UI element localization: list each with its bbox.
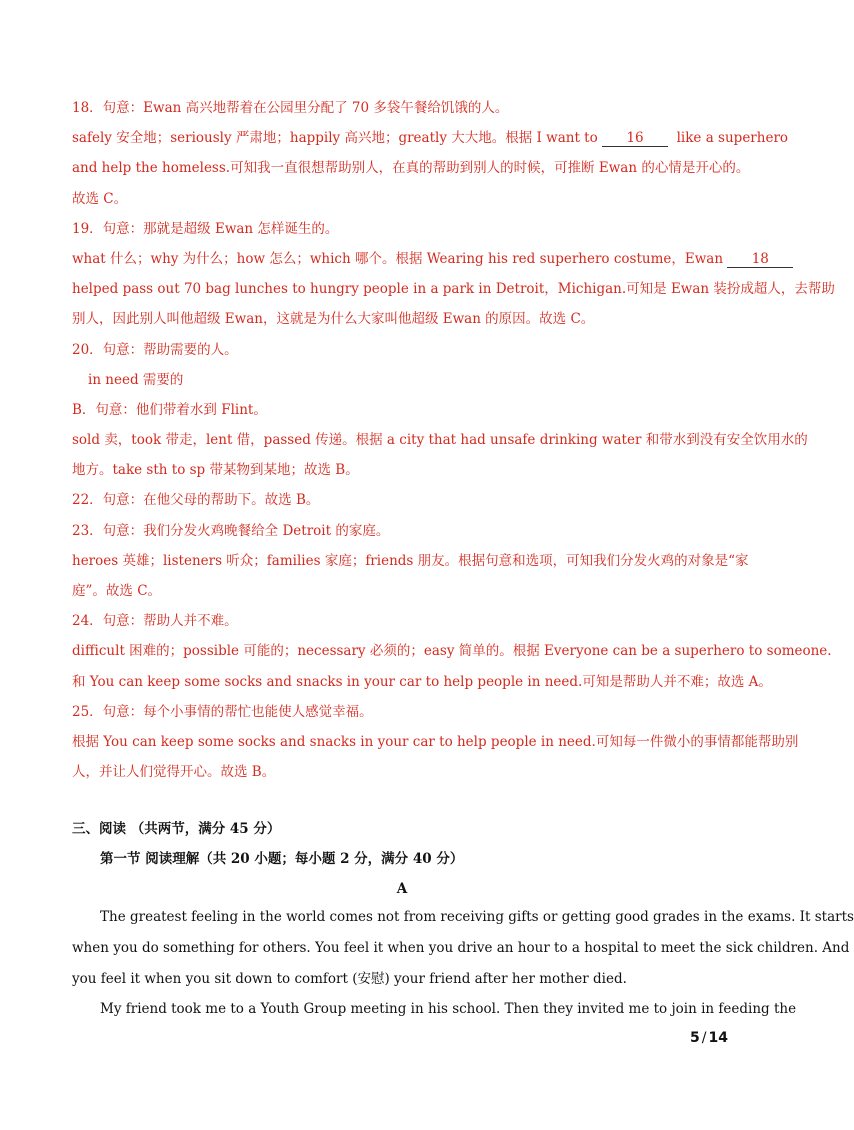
answer-line: 18．句意：Ewan 高兴地帮着在公园里分配了 70 多袋午餐给饥饿的人。: [72, 100, 509, 116]
answer-text: like a superhero: [668, 130, 789, 147]
answer-text: safely 安全地；seriously 严肃地；happily 高兴地；greatly 大大地。根据 I want to: [72, 130, 603, 147]
answer-line: sold 卖，took 带走，lent 借，passed 传递。根据 a city that had unsafe drinking water 和带水到没有安全饮用水的: [72, 432, 808, 449]
answer-line: 24．句意：帮助人并不难。: [72, 613, 238, 630]
answer-line: difficult 困难的；possible 可能的；necessary 必须的；easy 简单的。根据 Everyone can be a superhero to someone.: [72, 643, 832, 660]
answer-line: B．句意：他们带着水到 Flint。: [72, 401, 267, 418]
answer-explanations: [72, 97, 835, 791]
answer-line: heroes 英雄；listeners 听众；families 家庭；friends 朋友。根据句意和选项，可知我们分发火鸡的对象是“家: [72, 552, 749, 569]
answer-line: 23．句意：我们分发火鸡晚餐给全 Detroit 的家庭。: [72, 522, 390, 539]
passage-line: you feel it when you sit down to comfort (安慰) your friend after her mother died.: [72, 970, 627, 987]
fill-blank: 16: [602, 130, 668, 147]
fill-blank: 18: [727, 251, 793, 268]
answer-line: 22．句意：在他父母的帮助下。故选 B。: [72, 492, 320, 509]
answer-line: 20．句意：帮助需要的人。: [72, 341, 238, 358]
section-title: 三、阅读 （共两节，满分 45 分）: [72, 821, 281, 837]
answer-line: helped pass out 70 bag lunches to hungry people in a park in Detroit，Michigan.可知是 Ewan 装扮成超人，去帮助: [72, 281, 835, 298]
answer-line: and help the homeless.可知我一直很想帮助别人，在真的帮助到别人的时候，可推断 Ewan 的心情是开心的。: [72, 160, 750, 177]
answer-line: 庭”。故选 C。: [72, 583, 162, 599]
answer-line: 19．句意：那就是超级 Ewan 怎样诞生的。: [72, 220, 339, 237]
current-page: 5: [690, 1030, 700, 1046]
answer-line: [72, 127, 789, 157]
page-number: [690, 1030, 728, 1046]
answer-text: what 什么；why 为什么；how 怎么；which 哪个。根据 Wearing his red superhero costume，Ewan: [72, 250, 728, 267]
passage-line: The greatest feeling in the world comes not from receiving gifts or getting good grades in the exams. It starts: [100, 909, 854, 925]
passage-label: A: [396, 881, 408, 897]
passage-line: when you do something for others. You feel it when you drive an hour to a hospital to meet the sick children. And: [72, 939, 850, 956]
answer-line: in need 需要的: [88, 371, 184, 388]
reading-section: [72, 818, 854, 1029]
answer-line: 地方。take sth to sp 带某物到某地；故选 B。: [72, 462, 359, 479]
answer-line: 25．句意：每个小事情的帮忙也能使人感觉幸福。: [72, 703, 373, 720]
answer-line: 和 You can keep some socks and snacks in your car to help people in need.可知是帮助人并不难；故选 A。: [72, 673, 772, 690]
page-separator: /: [701, 1030, 707, 1046]
passage-line: My friend took me to a Youth Group meeting in his school. Then they invited me to join in feeding the: [100, 1001, 797, 1018]
total-pages: 14: [708, 1030, 728, 1046]
answer-line: 根据 You can keep some socks and snacks in your car to help people in need.可知每一件微小的事情都能帮助别: [72, 733, 799, 750]
answer-line: [72, 248, 769, 278]
answer-line: 故选 C。: [72, 190, 128, 207]
subsection-title: 第一节 阅读理解（共 20 小题；每小题 2 分，满分 40 分）: [100, 851, 464, 867]
answer-line: 人，并让人们觉得开心。故选 B。: [72, 764, 276, 781]
answer-line: 别人，因此别人叫他超级 Ewan，这就是为什么大家叫他超级 Ewan 的原因。故选 C。: [72, 311, 595, 328]
